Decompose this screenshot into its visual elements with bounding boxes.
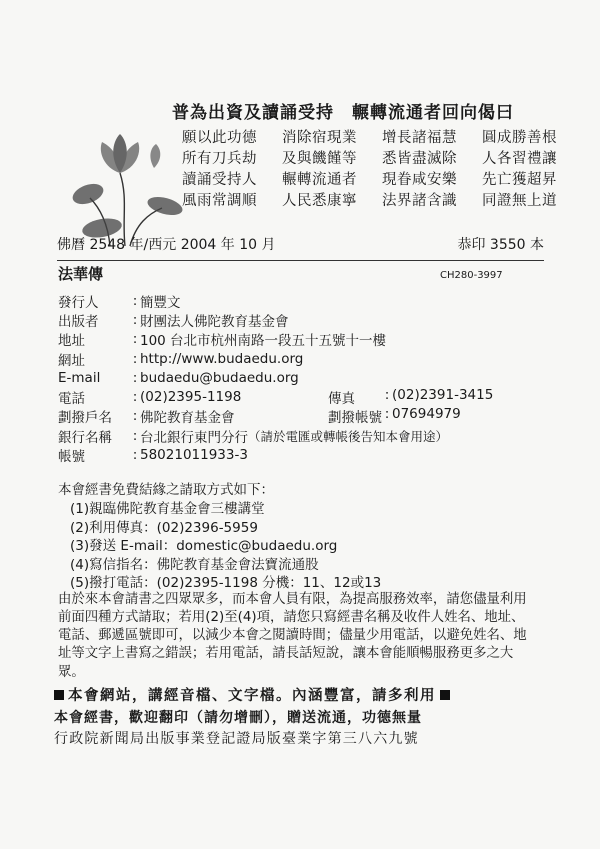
registration-notice: 行政院新聞局出版事業登記證局版臺業字第三八六九號 <box>54 731 419 747</box>
verse-phrase: 人民悉康寧 <box>282 193 357 209</box>
info-row-account: 劃撥戶名 : 佛陀教育基金會 劃撥帳號 : 07694979 <box>58 406 461 427</box>
info-row-phone-fax: 電話 : (02)2395-1198 傳真 : (02)2391-3415 <box>58 387 494 408</box>
info-label <box>58 445 130 465</box>
publication-info <box>58 291 548 465</box>
publisher-org: 財團法人佛陀教育基金會 <box>140 313 289 330</box>
publish-date: 佛曆 2548 年/西元 2004 年 10 月 <box>57 237 276 253</box>
dedication-title: 普為出資及讀誦受持 輾轉流通者回向偈曰 <box>172 103 514 123</box>
request-item: (3)發送 E-mail：domestic@budaedu.org <box>70 538 338 554</box>
info-label <box>58 310 130 330</box>
bank-note: （請於電匯或轉帳後告知本會用途） <box>248 428 449 444</box>
fax-group: 傳真 : (02)2391-3415 <box>328 387 494 408</box>
verse-line <box>182 189 582 209</box>
info-label <box>328 387 382 407</box>
verse-phrase: 圓成勝善根 <box>482 130 557 146</box>
label-text: E-mail <box>58 369 101 386</box>
info-label <box>328 406 382 426</box>
label-text: 劃撥戶名 <box>58 410 112 427</box>
website-notice-text: 本會網站，講經音檔、文字檔。內涵豐富，請多利用 <box>68 688 436 704</box>
verse-phrase: 風雨常調順 <box>182 193 257 209</box>
info-label <box>58 406 130 426</box>
verse-line <box>182 126 582 146</box>
bank-name: 台北銀行東門分行 <box>140 429 248 446</box>
verse-phrase: 同證無上道 <box>482 193 557 209</box>
book-title: 法華傳 <box>58 265 104 283</box>
verse-phrase: 先亡獲超昇 <box>482 172 557 188</box>
verse-line <box>182 147 582 167</box>
label-text: 電話 <box>58 391 85 408</box>
account-name: 佛陀教育基金會 <box>140 410 235 427</box>
request-methods <box>58 478 548 682</box>
print-count: 恭印 3550 本 <box>457 237 544 253</box>
info-row-email: E-mail : budaedu@budaedu.org <box>58 369 299 386</box>
account-number: 07694979 <box>392 406 461 423</box>
label-text: 地址 <box>58 333 85 350</box>
verse-phrase: 現眷咸安樂 <box>382 172 457 188</box>
request-item: (1)親臨佛陀教育基金會三樓講堂 <box>70 501 265 517</box>
website-link[interactable]: http://www.budaedu.org <box>140 350 304 367</box>
info-label <box>58 329 130 349</box>
verse-phrase: 願以此功德 <box>182 130 257 146</box>
dateline <box>57 234 544 261</box>
bank-account-number: 58021011933-3 <box>140 447 248 464</box>
label-text: 銀行名稱 <box>58 429 112 446</box>
verse-phrase: 增長諸福慧 <box>382 130 457 146</box>
label-text: 出版者 <box>58 313 99 330</box>
info-label <box>58 387 130 407</box>
label-text: 傳真 <box>328 391 355 408</box>
request-item: (2)利用傳真：(02)2396-5959 <box>70 519 258 536</box>
dedication-verse <box>182 126 582 210</box>
request-item: (4)寫信指名：佛陀教育基金會法寶流通股 <box>70 556 319 573</box>
label-text: 帳號 <box>58 449 85 466</box>
square-bullet-icon <box>440 690 450 700</box>
address: 100 台北市杭州南路一段五十五號十一樓 <box>140 333 387 350</box>
request-heading: 本會經書免費結緣之請取方式如下： <box>58 482 274 498</box>
info-row-bank-account: 帳號 : 58021011933-3 <box>58 447 248 466</box>
info-row-publisher-person: 發行人 : 簡豐文 <box>58 292 181 311</box>
reprint-notice: 本會經書，歡迎翻印（請勿增刪），贈送流通，功德無量 <box>54 710 422 726</box>
book-code: CH280-3997 <box>440 270 503 281</box>
verse-phrase: 消除宿現業 <box>282 130 357 146</box>
verse-phrase: 輾轉流通者 <box>282 172 357 188</box>
lotus-illustration <box>70 128 185 248</box>
verse-phrase: 及與饑饉等 <box>282 151 357 167</box>
info-label <box>58 291 130 311</box>
label-text: 劃撥帳號 <box>328 410 382 427</box>
verse-line <box>182 168 582 188</box>
fax-number: (02)2391-3415 <box>392 387 494 404</box>
account-no-group: 劃撥帳號 : 07694979 <box>328 406 461 427</box>
info-label <box>58 370 130 386</box>
verse-phrase: 人各習禮讓 <box>482 151 557 167</box>
request-paragraph: 由於來本會請書之四眾眾多，而本會人員有限，為提高服務效率，請您儘量利用前面四種方式請取；若用(2)至(4)項，請您只寫經書名稱及收件人姓名、地址、電話、郵遞區號即可，以減少本會之閱讀時間；儘量少用電話，以避免姓名、地址等文字上書寫之錯誤；若用電話，請長話短說，讓本會能順暢服務更多之大眾。 <box>58 591 527 680</box>
verse-phrase: 讀誦受持人 <box>182 172 257 188</box>
publisher-person: 簡豐文 <box>140 294 181 311</box>
info-label <box>58 426 130 446</box>
info-row-address: 地址 : 100 台北市杭州南路一段五十五號十一樓 <box>58 331 387 350</box>
verse-phrase: 所有刀兵劫 <box>182 151 257 167</box>
verse-phrase: 悉皆盡滅除 <box>382 151 457 167</box>
website-notice <box>54 684 450 705</box>
info-row-website: 網址 : http://www.budaedu.org <box>58 350 304 369</box>
info-row-bank: 銀行名稱 : 台北銀行東門分行 （請於電匯或轉帳後告知本會用途） <box>58 427 449 446</box>
label-text: 網址 <box>58 352 85 369</box>
info-row-publisher-org: 出版者 : 財團法人佛陀教育基金會 <box>58 311 289 330</box>
square-bullet-icon <box>54 690 64 700</box>
label-text: 發行人 <box>58 294 99 311</box>
info-label <box>58 349 130 369</box>
request-item: (5)撥打電話：(02)2395-1198 分機：11、12或13 <box>70 575 382 591</box>
verse-phrase: 法界諸含識 <box>382 193 457 209</box>
email-link[interactable]: budaedu@budaedu.org <box>140 369 299 386</box>
phone-number: (02)2395-1198 <box>140 389 242 406</box>
